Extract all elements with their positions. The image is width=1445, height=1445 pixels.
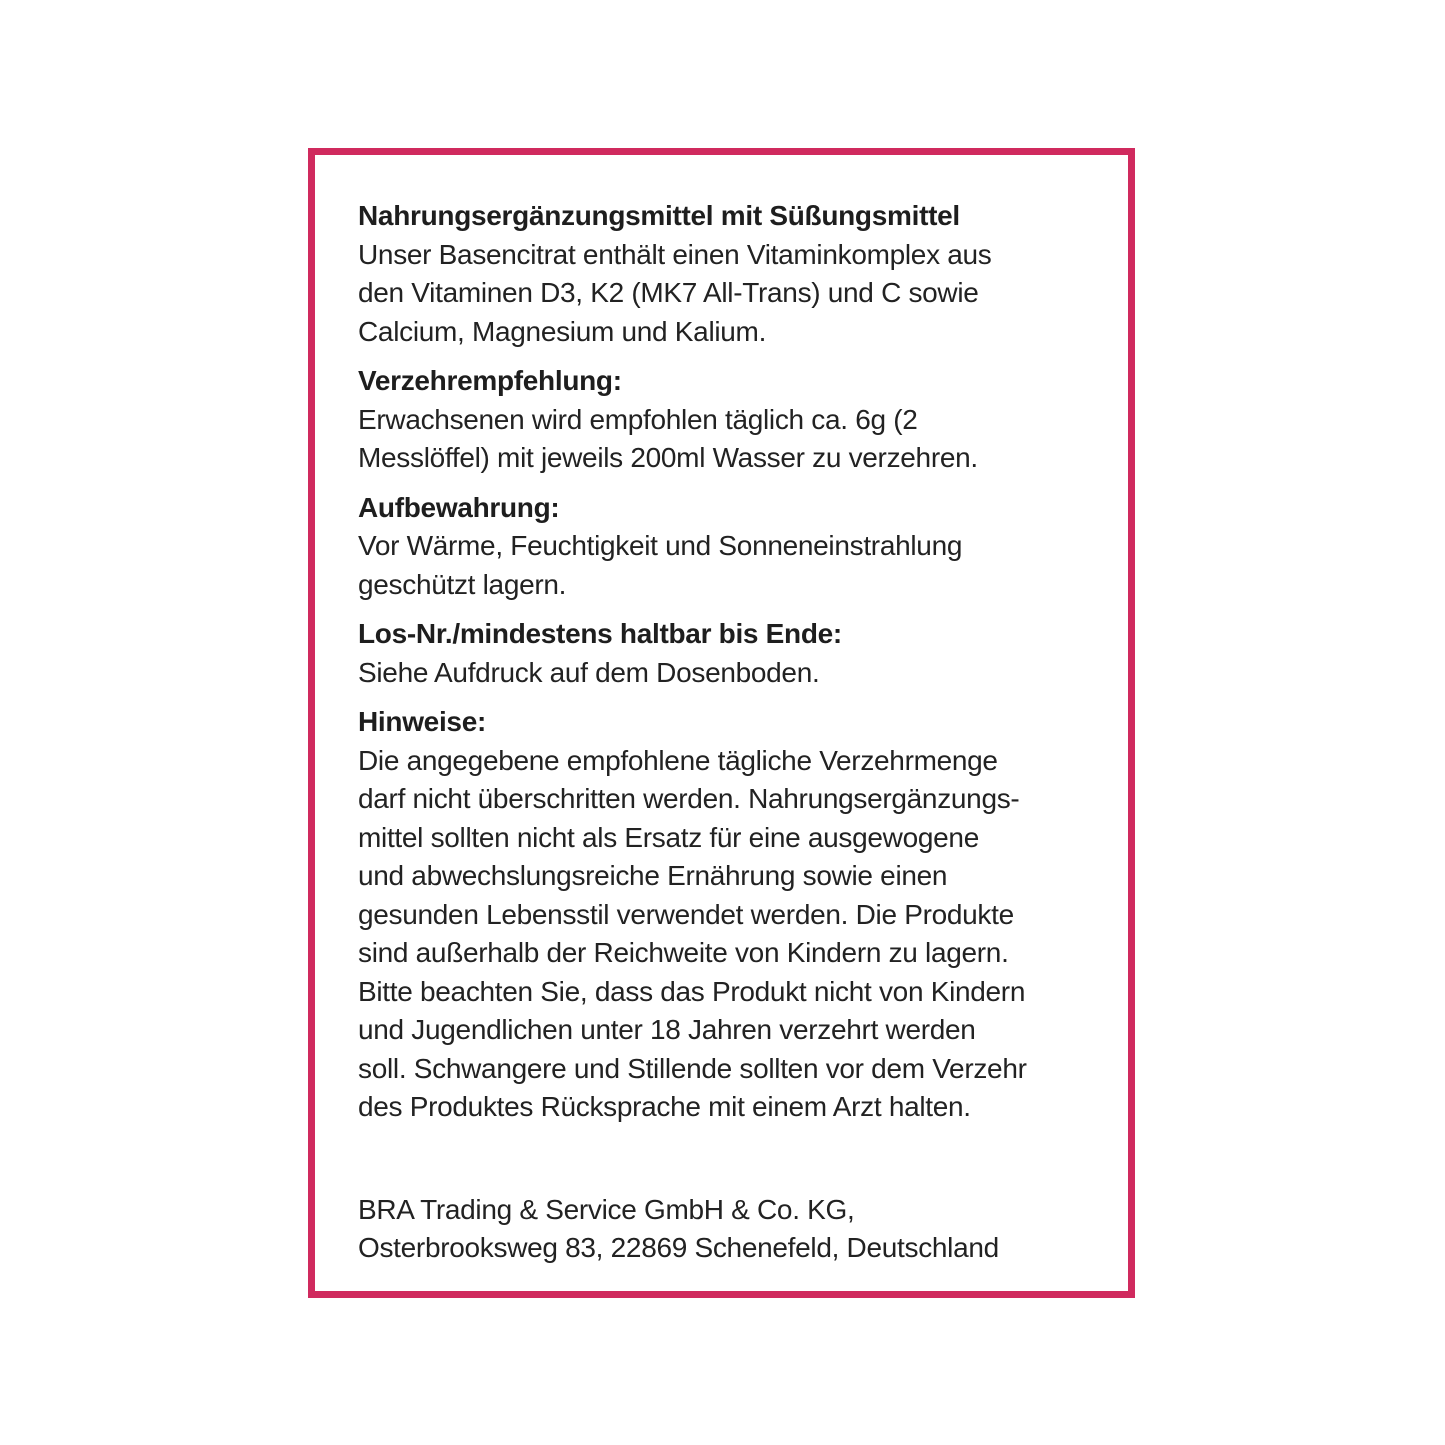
storage-line: Vor Wärme, Feuchtigkeit und Sonneneinstrahlung <box>358 530 963 561</box>
section-storage <box>358 489 1098 605</box>
warnings-line: soll. Schwangere und Stillende sollten vor dem Verzehr <box>358 1052 1027 1084</box>
consumption-line: Erwachsenen wird empfohlen täglich ca. 6g (2 <box>358 403 918 435</box>
consumption-line: Messlöffel) mit jeweils 200ml Wasser zu verzehren. <box>358 442 978 473</box>
lot-number-line: Siehe Aufdruck auf dem Dosenboden. <box>358 656 820 688</box>
section-product-description <box>358 197 1098 351</box>
warnings-heading: Hinweise: <box>358 706 487 737</box>
consumption-heading: Verzehrempfehlung: <box>358 365 622 396</box>
warnings-line: sind außerhalb der Reichweite von Kindern zu lagern. <box>358 937 1009 968</box>
label-content <box>358 197 1098 1268</box>
manufacturer-street-line: Osterbrooksweg 83, 22869 Schenefeld, Deutschland <box>358 1232 999 1263</box>
label-border-frame <box>308 148 1135 1298</box>
storage-heading: Aufbewahrung: <box>358 491 560 523</box>
section-lot-number <box>358 615 1098 692</box>
product-description-heading: Nahrungsergänzungsmittel mit Süßungsmittel <box>358 200 960 231</box>
warnings-line: des Produktes Rücksprache mit einem Arzt halten. <box>358 1091 971 1122</box>
section-warnings <box>358 703 1098 1127</box>
section-consumption-recommendation <box>358 362 1098 478</box>
manufacturer-address <box>358 1191 1098 1268</box>
warnings-line: Bitte beachten Sie, dass das Produkt nicht von Kindern <box>358 975 1026 1007</box>
storage-line: geschützt lagern. <box>358 568 567 600</box>
warnings-line: und abwechslungsreiche Ernährung sowie einen <box>358 860 948 891</box>
warnings-line: Die angegebene empfohlene tägliche Verzehrmenge <box>358 744 998 776</box>
lot-number-heading: Los-Nr./mindestens haltbar bis Ende: <box>358 618 842 649</box>
product-description-line: den Vitaminen D3, K2 (MK7 All-Trans) und C sowie <box>358 277 979 308</box>
warnings-line: und Jugendlichen unter 18 Jahren verzehrt werden <box>358 1014 976 1045</box>
product-description-line: Calcium, Magnesium und Kalium. <box>358 315 767 347</box>
manufacturer-name-line: BRA Trading & Service GmbH & Co. KG, <box>358 1193 855 1225</box>
product-description-line: Unser Basencitrat enthält einen Vitaminkomplex aus <box>358 238 992 270</box>
warnings-line: mittel sollten nicht als Ersatz für eine ausgewogene <box>358 821 979 853</box>
warnings-line: darf nicht überschritten werden. Nahrungsergänzungs- <box>358 783 1020 814</box>
warnings-line: gesunden Lebensstil verwendet werden. Die Produkte <box>358 898 1014 930</box>
